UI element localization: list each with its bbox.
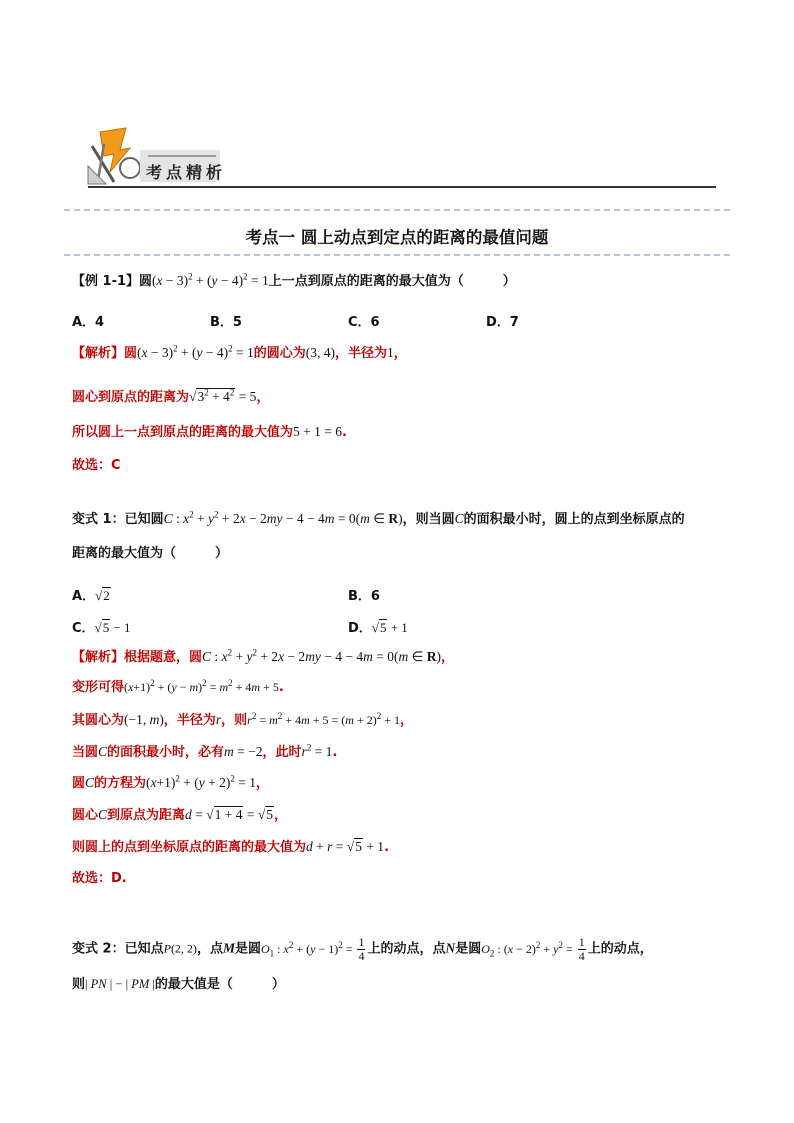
variant1-analysis-line6: 圆心C到原点为距离d = √1 + 4 = √5， [72, 807, 287, 823]
page-title: 考点一 圆上动点到定点的距离的最值问题 [245, 228, 549, 247]
variant1-analysis-line2: 变形可得$(x+1)^2 + (y - m)^2 = m^2 + 4m + 5$. [72, 678, 284, 695]
variant2-stem-line1: 变式 2：已知点P(2, 2)，点M是圆$O_1$ : $x^2 + (y - 1)^2$ = $\frac{1}{4}$ 上的动点，点N是圆$O_2$ : $(x - 2)^2 + y^2$ = $\frac{1}{4}$ 上的动点， [72, 935, 653, 963]
variant1-option-c[interactable]: C．√5 − 1 [72, 620, 131, 636]
example1-option-c[interactable]: C．6 [348, 315, 380, 330]
variant1-analysis-line3: 其圆心为(−1, m)，半径为r，则$r^2 = m^2 + 4m + 5 = (m + 2)^2 + 1$， [72, 711, 414, 728]
header-accent-line [148, 155, 216, 157]
header-rule [88, 186, 716, 188]
variant1-option-d[interactable]: D．√5 + 1 [348, 620, 408, 636]
section-label: 考点精析 [146, 163, 227, 182]
example1-option-a[interactable]: A．4 [72, 315, 105, 330]
example1-stem: 【例 1-1】圆$(x - 3)^2 + (y - 4)^2 = 1$上一点到原点的距离的最大值为（ ） [72, 271, 516, 289]
drawing-tools-icon [86, 126, 148, 186]
variant1-stem-line1: 变式 1：已知圆C : $x^2 + y^2 + 2x - 2my - 4 - 4m = 0(m$ ∈ R)，则当圆C的面积最小时，圆上的点到坐标原点的 [72, 509, 685, 527]
variant1-analysis-line4: 当圆C的面积最小时，必有m = −2，此时$r^2 = 1$. [72, 742, 338, 760]
variant1-option-b[interactable]: B．6 [348, 589, 380, 604]
example1-option-b[interactable]: B．5 [210, 315, 242, 330]
example1-analysis-line3: 所以圆上一点到原点的距离的最大值为5 + 1 = 6. [72, 424, 347, 440]
example1-analysis-line1: 【解析】圆$(x - 3)^2 + (y - 4)^2 = 1$的圆心为(3, 4)，半径为1， [72, 343, 407, 361]
dashed-divider-top [64, 209, 730, 211]
variant1-answer: 故选：D. [72, 871, 127, 886]
dashed-divider-bottom [64, 254, 730, 256]
example1-answer: 故选：C [72, 458, 121, 473]
variant1-analysis-line5: 圆C的方程为$(x+1)^2 + (y + 2)^2 = 1$， [72, 773, 270, 791]
example1-option-d[interactable]: D．7 [486, 315, 519, 330]
example1-analysis-line2: 圆心到原点的距离为$√3^2 + 4^2 = 5$， [72, 387, 270, 405]
variant1-analysis-line7: 则圆上的点到坐标原点的距离的最大值为d + r = √5 + 1. [72, 839, 390, 855]
variant1-option-a[interactable]: A．√2 [72, 588, 110, 604]
variant1-analysis-line1: 【解析】根据题意，圆C : $x^2 + y^2 + 2x - 2my - 4 - 4m = 0(m$ ∈ R)， [72, 647, 455, 665]
variant2-stem-line2: 则| PN | − | PM |的最大值是（ ） [72, 977, 285, 992]
variant1-stem-line2: 距离的最大值为（ ） [72, 546, 229, 561]
